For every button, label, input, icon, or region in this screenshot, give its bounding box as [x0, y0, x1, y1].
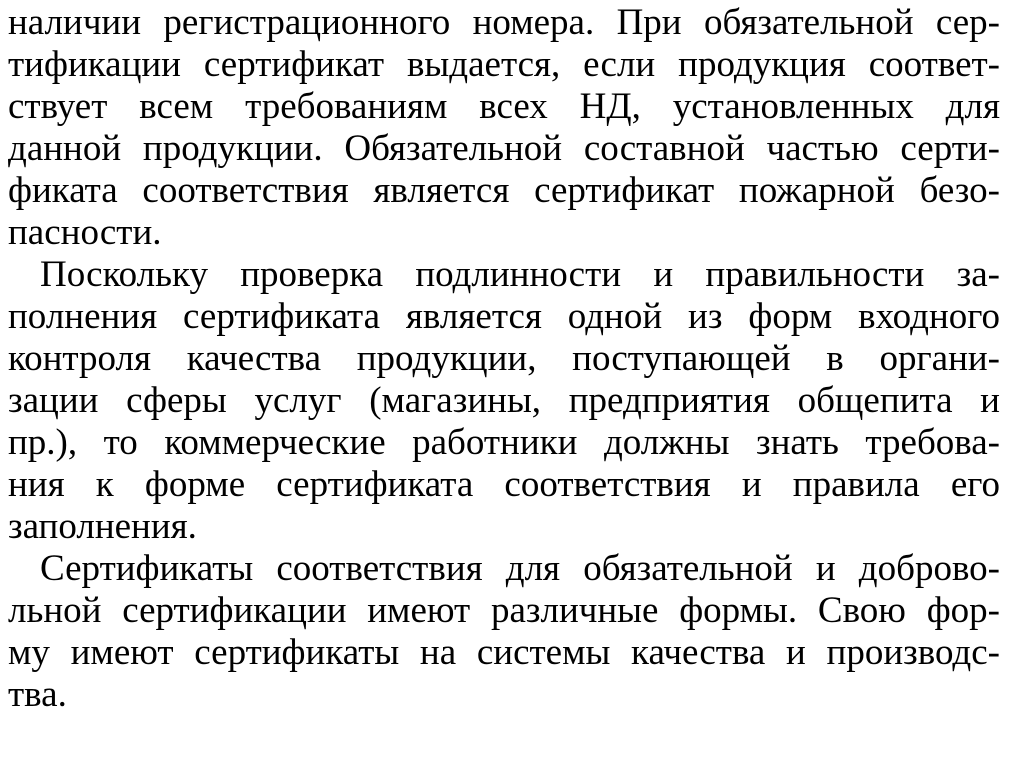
text-line: ствует всем требованиям всех НД, установленных для [8, 86, 1000, 127]
text-line: му имеют сертификаты на системы качества и производс- [8, 632, 1000, 673]
text-line: фиката соответствия является сертификат пожарной безо- [8, 170, 1000, 211]
text-line: ния к форме сертификата соответствия и правила его [8, 464, 1000, 505]
text-line: заполнения. [8, 506, 197, 547]
text-line: контроля качества продукции, поступающей в органи- [8, 338, 1000, 379]
text-line: тификации сертификат выдается, если продукция соответ- [8, 44, 1000, 85]
text-line: тва. [8, 674, 67, 715]
text-line: данной продукции. Обязательной составной частью серти- [8, 128, 1000, 169]
text-line: Поскольку проверка подлинности и правильности за- [40, 254, 1000, 295]
text-line: полнения сертификата является одной из форм входного [8, 296, 1000, 337]
text-line: зации сферы услуг (магазины, предприятия общепита и [8, 380, 1000, 421]
text-line: наличии регистрационного номера. При обязательной сер- [8, 2, 1000, 43]
text-line: пр.), то коммерческие работники должны знать требова- [8, 422, 1000, 463]
text-line: пасности. [8, 212, 162, 253]
text-line: Сертификаты соответствия для обязательной и доброво- [40, 548, 1000, 589]
text-line: льной сертификации имеют различные формы. Свою фор- [8, 590, 1000, 631]
